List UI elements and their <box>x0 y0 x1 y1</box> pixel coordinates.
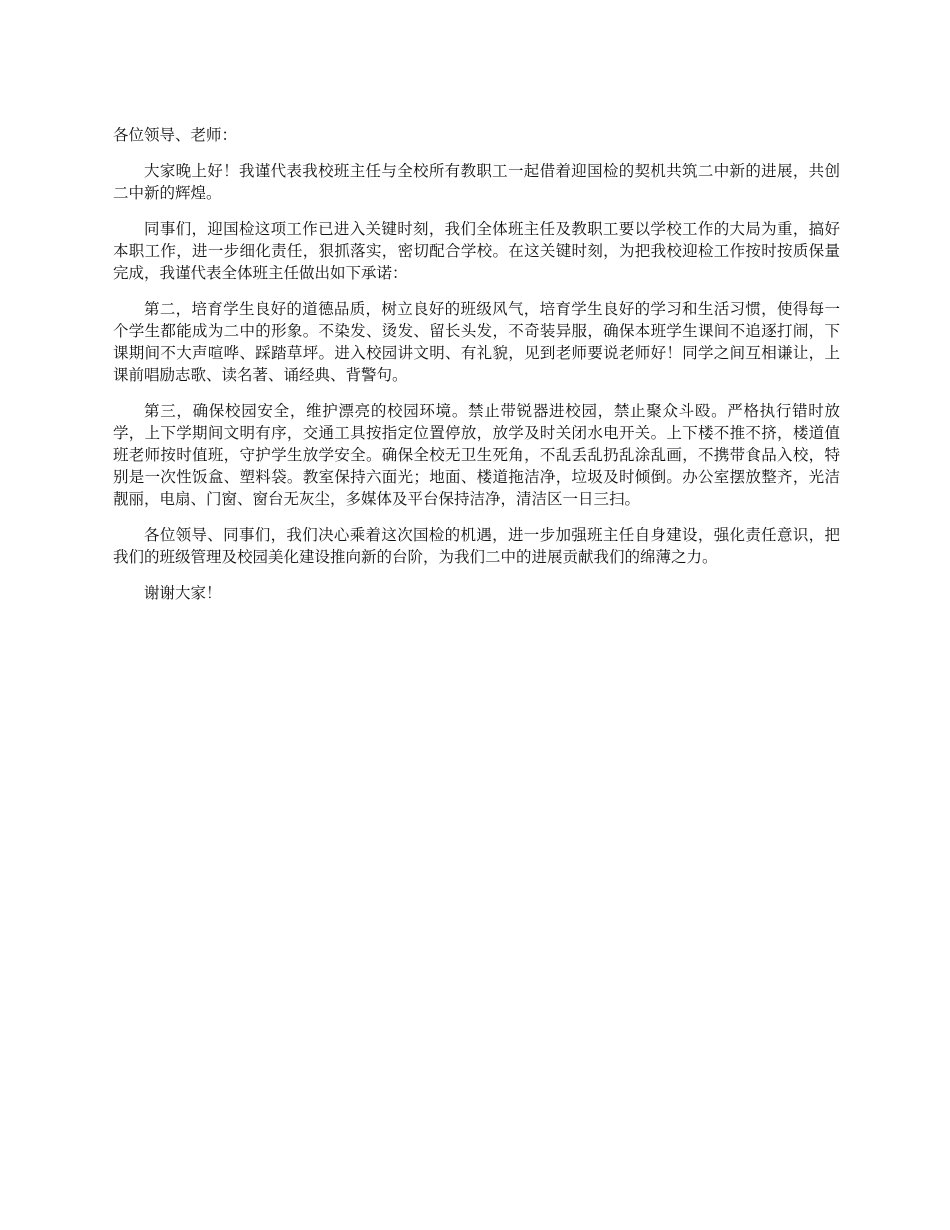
paragraph-greeting: 大家晚上好！我谨代表我校班主任与全校所有教职工一起借着迎国检的契机共筑二中新的进展，共创二中新的辉煌。 <box>113 162 840 202</box>
paragraph-third-point: 第三，确保校园安全，维护漂亮的校园环境。禁止带锐器进校园，禁止聚众斗殴。严格执行错时放学，上下学期间文明有序，交通工具按指定位置停放，放学及时关闭水电开关。上下楼不推不挤，楼道值班老师按时值班，守护学生放学安全。确保全校无卫生死角，不乱丢乱扔乱涂乱画，不携带食品入校，特别是一次性饭盒、塑料袋。教室保持六面光；地面、楼道拖洁净，垃圾及时倾倒。办公室摆放整齐，光洁靓丽，电扇、门窗、窗台无灰尘，多媒体及平台保持洁净，清洁区一日三扫。 <box>113 402 840 508</box>
salutation: 各位领导、老师： <box>113 126 238 144</box>
paragraph-second-point: 第二，培育学生良好的道德品质，树立良好的班级风气，培育学生良好的学习和生活习惯，使得每一个学生都能成为二中的形象。不染发、烫发、留长头发，不奇装异服，确保本班学生课间不追逐打闹，下课期间不大声喧哗、踩踏草坪。进入校园讲文明、有礼貌，见到老师要说老师好！同学之间互相谦让，上课前唱励志歌、读名著、诵经典、背警句。 <box>113 300 840 384</box>
paragraph-thanks: 谢谢大家！ <box>144 584 222 602</box>
document-body <box>113 124 840 618</box>
paragraph-closing: 各位领导、同事们，我们决心乘着这次国检的机遇，进一步加强班主任自身建设，强化责任意识，把我们的班级管理及校园美化建设推向新的台阶，为我们二中的进展贡献我们的绵薄之力。 <box>113 526 840 566</box>
paragraph-colleagues: 同事们，迎国检这项工作已进入关键时刻，我们全体班主任及教职工要以学校工作的大局为重，搞好本职工作，进一步细化责任，狠抓落实，密切配合学校。在这关键时刻，为把我校迎检工作按时按质保量完成，我谨代表全体班主任做出如下承诺： <box>113 220 840 282</box>
